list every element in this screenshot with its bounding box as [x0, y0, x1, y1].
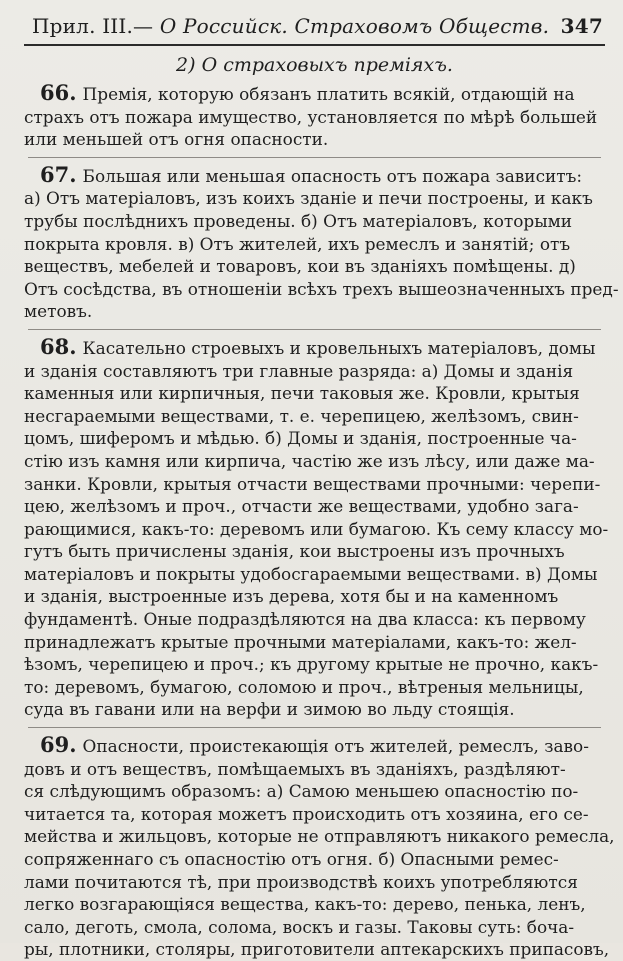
- text-line: покрыта кровля. в) Отъ жителей, ихъ ремеслъ и занятій; отъ: [24, 233, 571, 254]
- paragraph-69: [24, 732, 615, 961]
- text-line: или меньшей отъ огня опасности.: [24, 129, 329, 150]
- section-subtitle: 2) О страховыхъ преміяхъ.: [176, 54, 453, 76]
- text-line: принадлежатъ крытые прочными матеріалами, какъ-то: жел-: [24, 631, 577, 652]
- paragraph-number: 66.: [40, 80, 77, 105]
- text-line: фундаментѣ. Оные подраздѣляются на два класса: къ первому: [24, 609, 586, 630]
- header-left: Прил. III.— О Российск. Страховомъ Обществ.: [32, 14, 550, 38]
- text-line: довъ и отъ веществъ, помѣщаемыхъ въ зданіяхъ, раздѣляют-: [24, 758, 566, 779]
- text-line: а) Отъ матеріаловъ, изъ коихъ зданіе и печи построены, и какъ: [24, 188, 593, 209]
- text-line: 66. Премія, которую обязанъ платить всякій, отдающій на: [40, 80, 575, 105]
- text-line: сало, деготь, смола, солома, воскъ и газы. Таковы суть: боча-: [24, 916, 575, 937]
- text-line: сопряженнаго съ опасностію отъ огня. б) Опасными ремес-: [24, 849, 559, 869]
- text-line: и зданія, выстроенные изъ дерева, хотя бы и на каменномъ: [24, 586, 559, 607]
- paragraph-67: [24, 161, 619, 323]
- text-line: легко возгарающіяся вещества, какъ-то: дерево, пенька, ленъ,: [24, 894, 586, 915]
- running-header: [24, 14, 605, 46]
- paragraph-number: 68.: [40, 333, 77, 359]
- text-line: 69. Опасности, проистекающія отъ жителей, ремеслъ, заво-: [40, 732, 589, 758]
- paragraph-number: 69.: [40, 732, 77, 758]
- text-line: читается та, которая можетъ происходить отъ хозяина, его се-: [24, 803, 589, 824]
- text-line: цею, желѣзомъ и проч., отчасти же веществами, удобно зага-: [24, 496, 579, 517]
- text-line: гутъ быть причислены зданія, кои выстроены изъ прочныхъ: [24, 541, 565, 562]
- paragraph-divider: [28, 329, 601, 330]
- paragraph-66: [24, 82, 605, 151]
- text-line: 67. Большая или меньшая опасность отъ пожара зависитъ:: [40, 161, 583, 187]
- text-line: лами почитаются тѣ, при производствѣ коихъ употребляются: [24, 871, 578, 892]
- text-line: ры, плотники, столяры, приготовители аптекарскихъ припасовъ,: [24, 939, 610, 960]
- paragraph-68: [24, 333, 609, 721]
- text-line: Отъ сосѣдства, въ отношеніи всѣхъ трехъ вышеозначенныхъ пред-: [24, 278, 619, 299]
- text-line: 68. Касательно строевыхъ и кровельныхъ матеріаловъ, домы: [40, 333, 596, 359]
- text-line: каменныя или кирпичныя, печи таковыя же. Кровли, крытыя: [24, 383, 580, 404]
- text-line: страхъ отъ пожара имущество, установляется по мѣрѣ большей: [24, 106, 598, 127]
- header-title: О Российск. Страховомъ Обществ.: [159, 14, 550, 38]
- text-line: цомъ, шиферомъ и мѣдью. б) Домы и зданія, построенные ча-: [24, 428, 577, 449]
- text-line: несгараемыми веществами, т. е. черепицею, желѣзомъ, свин-: [24, 405, 579, 426]
- paragraph-number: 67.: [40, 161, 77, 187]
- paragraph-divider: [28, 727, 601, 728]
- text-line: рающимися, какъ-то: деревомъ или бумагою. Къ сему классу мо-: [24, 518, 609, 539]
- text-line: занки. Кровли, крытыя отчасти веществами прочными: черепи-: [24, 473, 601, 494]
- text-line: метовъ.: [24, 301, 93, 322]
- text-line: веществъ, мебелей и товаровъ, кои въ зданіяхъ помѣщены. д): [24, 256, 576, 277]
- text-line: и зданія составляютъ три главные разряда: а) Домы и зданія: [24, 360, 574, 381]
- text-line: суда въ гавани или на верфи и зимою во льду стоящія.: [24, 699, 515, 720]
- text-line: стію изъ камня или кирпича, частію же изъ лѣсу, или даже ма-: [24, 450, 595, 471]
- paragraph-divider: [28, 157, 601, 158]
- text-line: ся слѣдующимъ образомъ: а) Самою меньшею опасностію по-: [24, 781, 579, 802]
- page-number: 347: [560, 14, 603, 38]
- text-line: мейства и жильцовъ, которые не отправляютъ никакого ремесла,: [24, 826, 615, 847]
- text-line: ѣзомъ, черепицею и проч.; къ другому крытые не прочно, какъ-: [24, 654, 599, 675]
- text-line: трубы послѣднихъ проведены. б) Отъ матеріаловъ, которыми: [24, 210, 573, 231]
- text-line: то: деревомъ, бумагою, соломою и проч., вѣтреныя мельницы,: [24, 676, 584, 697]
- text-line: матеріаловъ и покрыты удобосгараемыми веществами. в) Домы: [24, 563, 598, 584]
